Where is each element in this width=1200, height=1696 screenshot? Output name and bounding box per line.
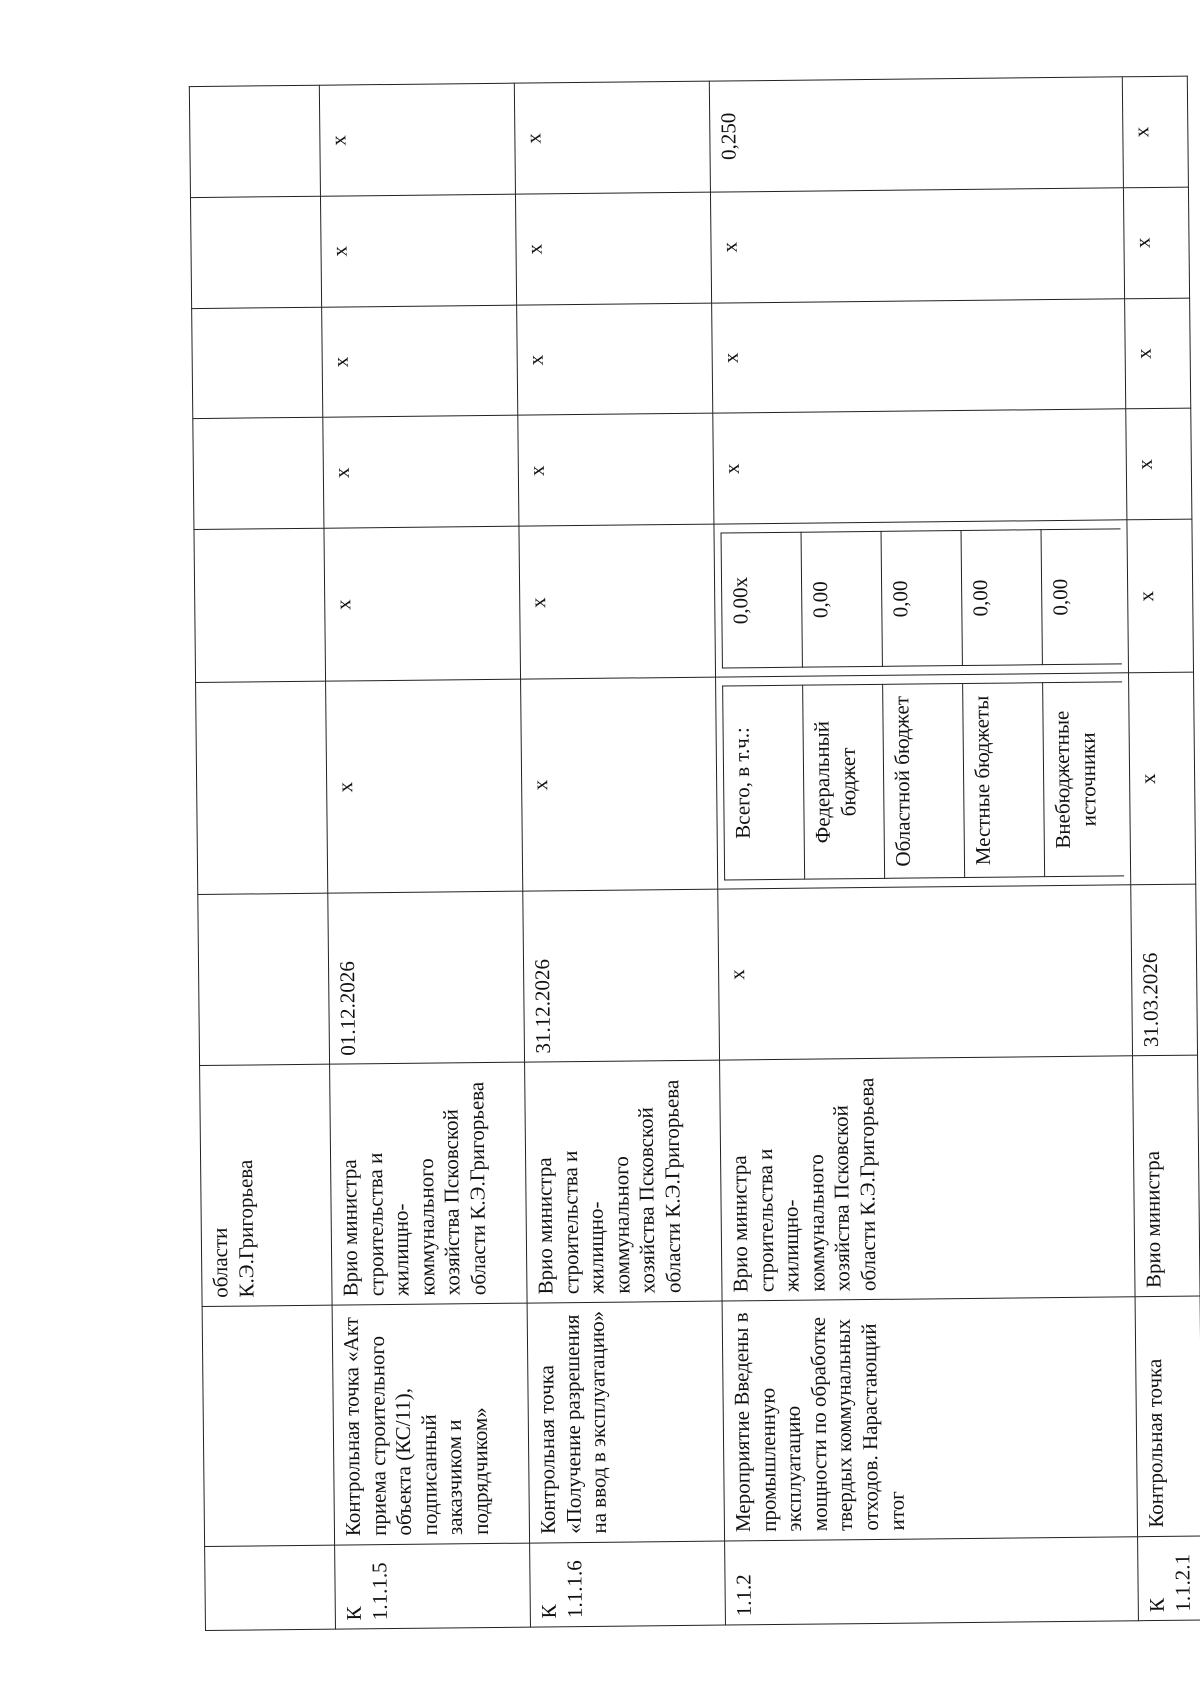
funding-value: 0,00x [721,532,802,668]
table-row [709,77,1138,1625]
row-value: x [319,83,515,196]
row-number: К 1.1.1.5 [335,1543,531,1629]
funding-row [721,532,802,668]
row-value: x [713,409,1127,524]
row-source: x [1129,672,1196,885]
row-name: Мероприятие Введены в промышленную эксплуатацию мощности по обработке твердых коммунальных отходов. Нарастающий итог [722,1297,1137,1541]
row-value: x [519,524,716,679]
funding-value: 0,00 [1041,529,1122,665]
row-value: x [518,414,714,527]
table-row [514,81,725,1627]
row-value: x [320,194,516,307]
row-value: x [323,416,519,529]
row-value: x [515,192,711,305]
row-value: x [1125,298,1191,409]
row-date: 31.12.2026 [523,889,720,1062]
row-value: x [712,298,1126,413]
funding-row [803,685,885,880]
row-value: x [1126,409,1192,520]
row-responsible: области К.Э.Григорьева [200,1064,333,1306]
row-responsible: Врио министра строительства и жилищно-коммунального хозяйства Псковской области К.Э.Григорьева [330,1062,528,1305]
funding-row [723,685,805,880]
row-date [198,893,330,1065]
row-date: 01.12.2026 [328,891,525,1064]
row-value: x [710,188,1124,303]
funding-values [714,520,1129,677]
funding-value: 0,00 [961,530,1042,666]
row-value: x [1127,519,1194,673]
funding-label: Областной бюджет [883,684,965,879]
row-value [194,528,326,682]
row-source: x [521,677,718,891]
row-responsible: Врио министра строительства и жилищно-коммунального хозяйства Псковской области К.Э.Григорьева [525,1060,723,1303]
rotated-table-container [189,76,1195,1631]
row-value: x [322,305,518,418]
row-number: К 1.1.2.1 [1138,1536,1200,1621]
funding-label: Местные бюджеты [963,683,1045,878]
funding-row [1043,682,1125,877]
funding-row [963,683,1045,878]
row-name: Контрольная точка «Акт приема строительного объекта (КС/11), подписанный заказчиком и подрядчиком» [332,1303,529,1545]
funding-row [883,684,965,879]
row-value: x [514,81,710,194]
row-value [193,418,324,530]
row-source [196,681,328,894]
funding-sources-table [722,682,1124,881]
row-source: x [326,679,523,893]
row-number: 1.1.2 [725,1536,1139,1625]
funding-label: Всего, в т.ч.: [723,685,805,880]
row-name [202,1305,335,1546]
row-name: Контрольная точка [1135,1296,1200,1536]
funding-values-table [721,529,1122,669]
funding-row [881,531,962,667]
funding-label: Федеральный бюджет [803,685,885,880]
row-value: x [324,526,521,681]
row-value: x [517,303,713,416]
row-value: x [1122,76,1188,188]
funding-row [801,532,882,668]
funding-label: Внебюджетные источники [1043,682,1125,877]
table-row [189,85,335,1630]
row-responsible: Врио министра строительства и жилищно-коммунального хозяйства Псковской области К.Э.Григорьева [720,1056,1135,1301]
row-name: Контрольная точка «Получение разрешения на ввод в эксплуатацию» [527,1301,724,1543]
row-value [190,196,321,308]
funding-sources [716,673,1131,889]
row-value [189,85,320,197]
row-number: К 1.1.1.6 [530,1541,726,1627]
row-number [205,1545,336,1631]
table-row [319,83,530,1629]
row-value [192,307,323,419]
funding-row [1041,529,1122,665]
funding-value: 0,00 [801,532,882,668]
row-value: 0,250 [709,77,1123,192]
row-date: 31.03.2026 [1131,884,1198,1056]
funding-row [961,530,1042,666]
funding-value: 0,00 [881,531,962,667]
row-responsible: Врио министра [1133,1055,1200,1297]
row-date: x [718,885,1133,1060]
row-value: x [1123,187,1189,298]
plan-table [189,76,1200,1631]
